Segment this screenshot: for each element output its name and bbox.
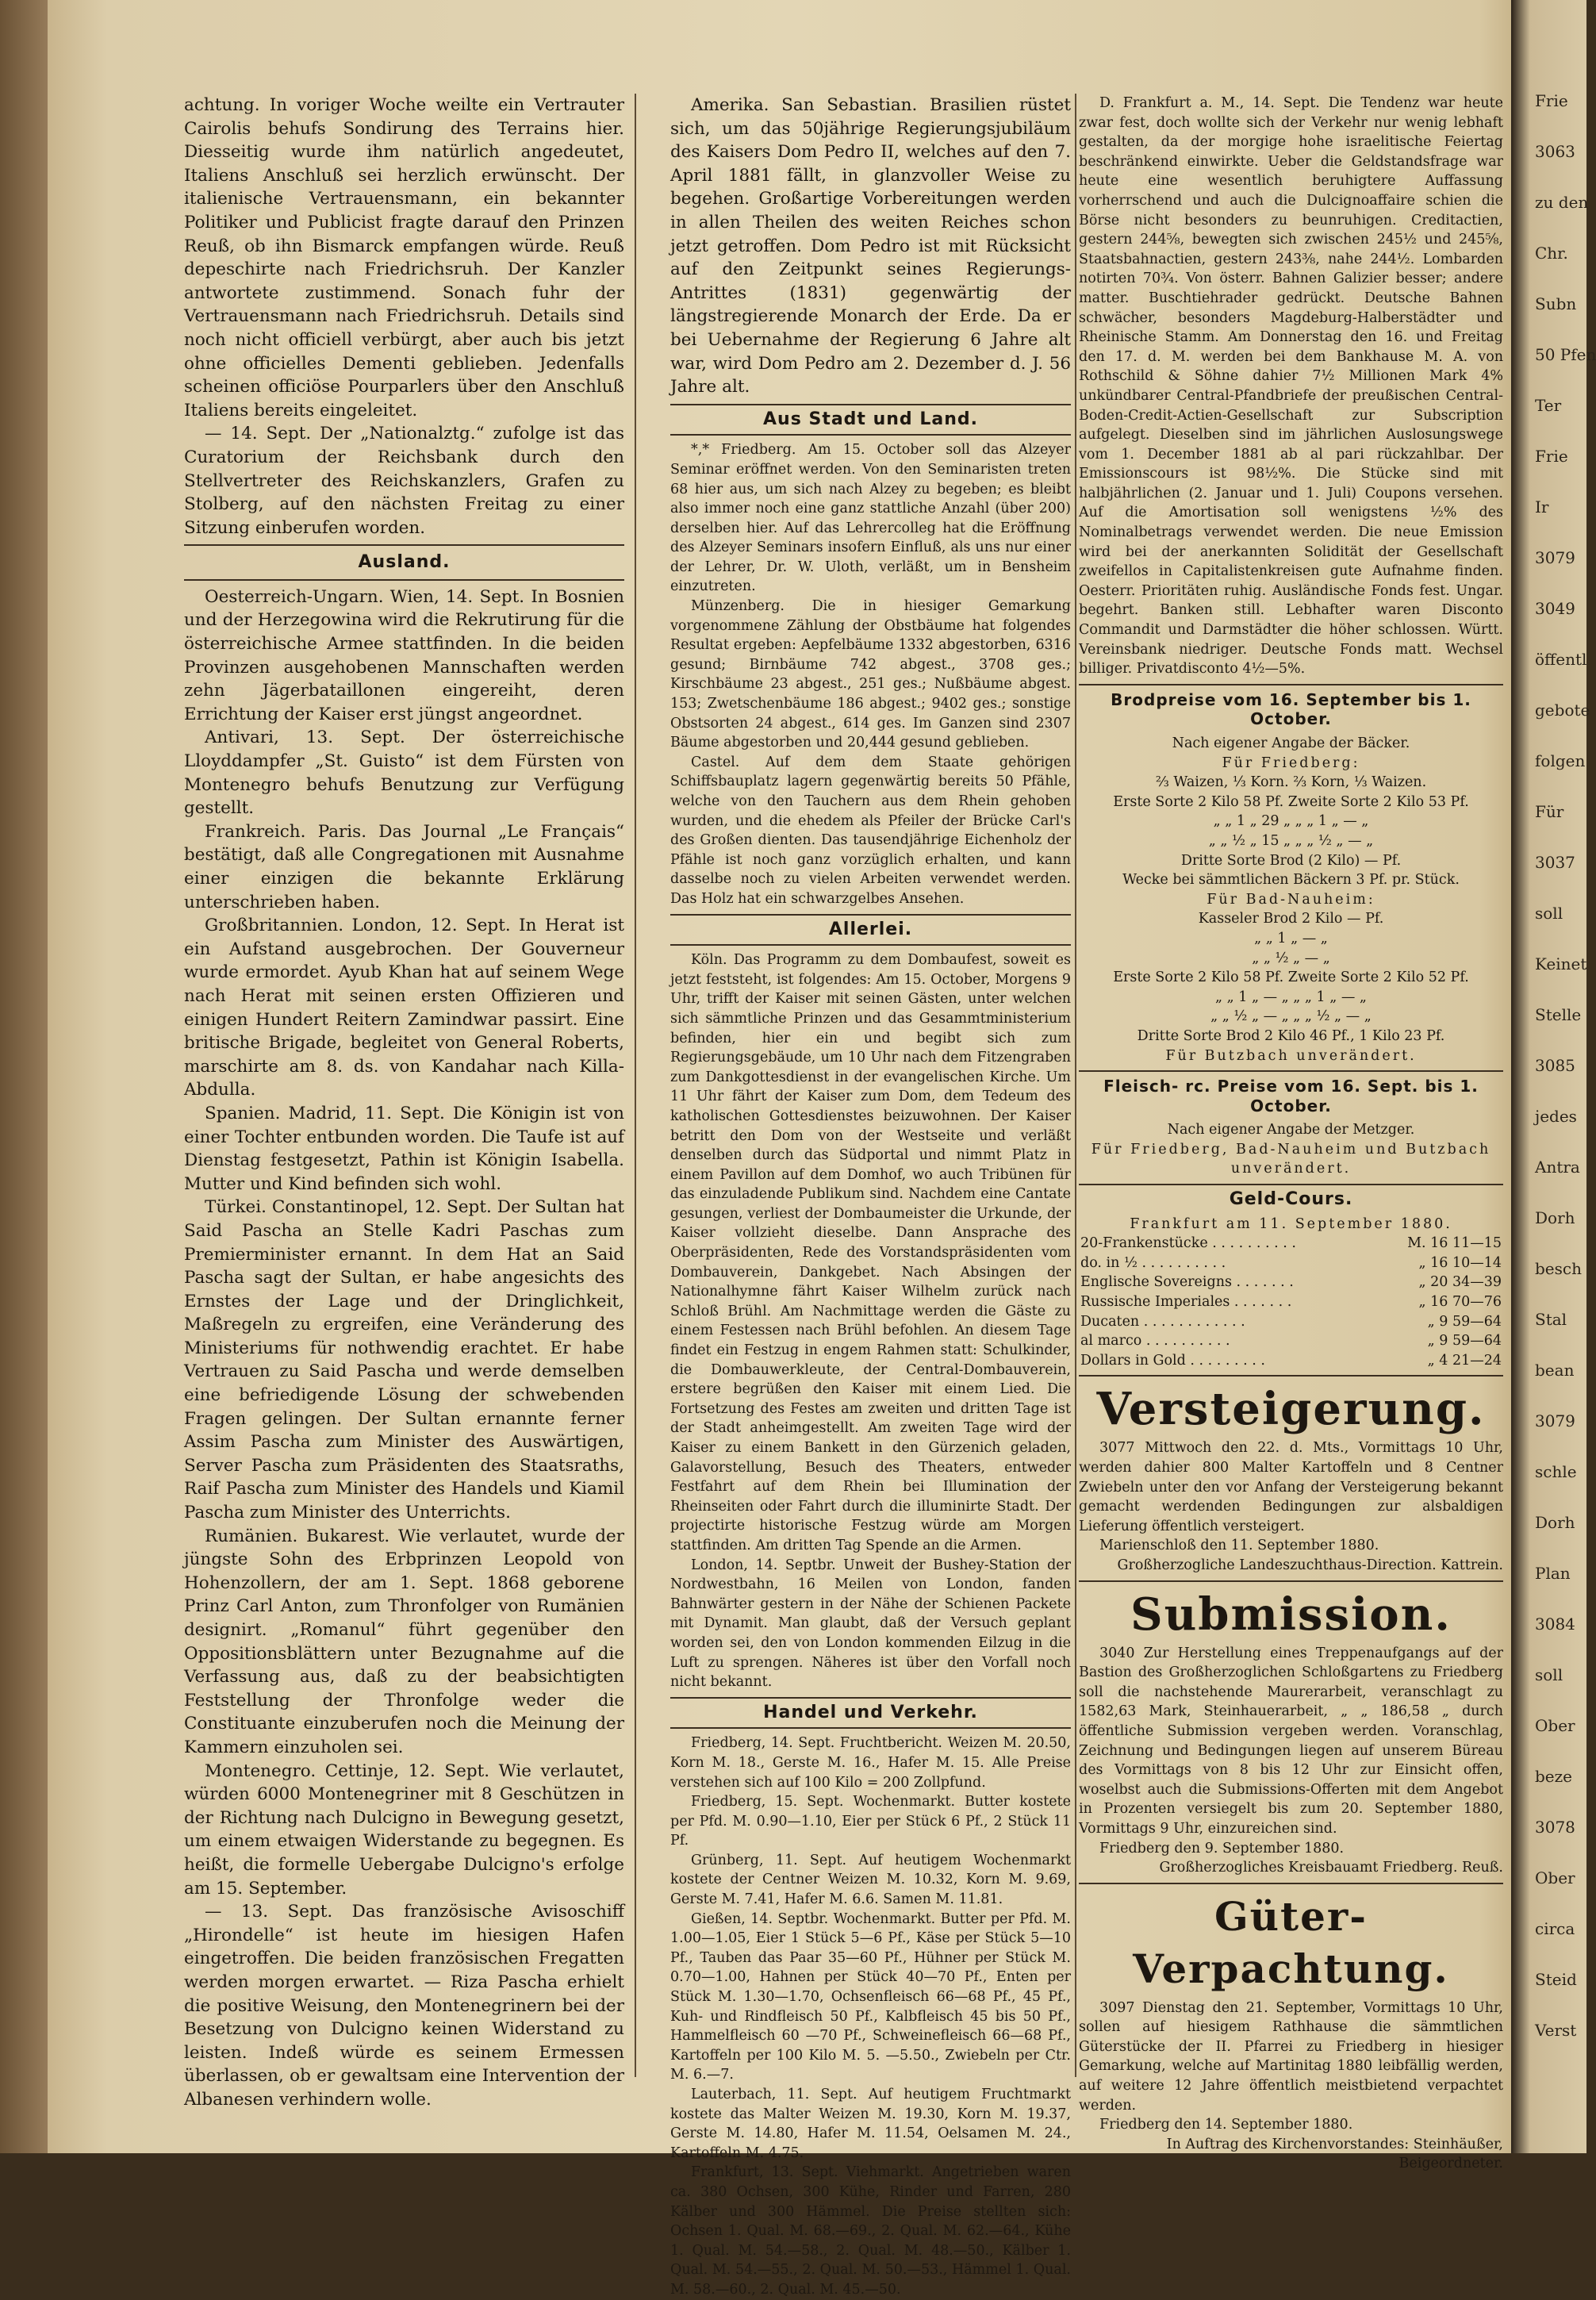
strip-fragment: Verst [1535, 2021, 1577, 2040]
divider [1079, 1184, 1503, 1185]
bread-prices-subtitle: Nach eigener Angabe der Bäcker. [1172, 735, 1410, 751]
strip-fragment: Dorh [1535, 1208, 1575, 1227]
article-text: London, 14. Septbr. Unweit der Bushey-Station der Nordwestbahn, 16 Meilen von London, fanden Bahnwärter gestern in der Nähe der Schienen Packete mit Dynamit. Man glaubt, daß der Versuch geplant worden sei, den von London kommenden Eilzug in die Luft zu sprengen. Näheres ist über den Vorfall noch nicht bekannt. [670, 1557, 1071, 1691]
market-report: Lauterbach, 11. Sept. Auf heutigem Fruchtmarkt kostete das Malter Weizen M. 19.30, Korn M. 19.37, Gerste M. 14.80, Hafer M. 11.54, Oelsamen M. 24., Kartoffeln M. 4.75. [670, 2087, 1071, 2161]
strip-fragment: 3079 [1535, 1411, 1575, 1430]
article-text: Spanien. Madrid, 11. Sept. Die Königin ist von einer Tochter entbunden worden. Die Taufe ist auf Dienstag festgesetzt, Pathin ist Königin Isabella. Mutter und Kind befinden sich wohl. [184, 1103, 624, 1194]
strip-fragment: soll [1535, 1665, 1563, 1684]
market-report: Frankfurt, 13. Sept. Viehmarkt. Angetrieben waren ca. 380 Ochsen, 300 Kühe, Rinder und Farren, 280 Kälber und 300 Hämmel. Die Preise stellten sich: Ochsen 1. Qual. M. 68.—69., 2. Qual. M. 62.—64., Kühe 1. Qual. M. 54.—58., 2. Qual. M. 48.—50., Kälber 1. Qual. M. 54.—55., 2. Qual. M. 50.—53., Hämmel 1. Qual. M. 58.—60., 2. Qual. M. 45.—50. [670, 2164, 1071, 2298]
column-2 [670, 94, 1071, 2300]
currency-name: do. in ½ . . . . . . . . . . [1080, 1254, 1226, 1271]
divider [670, 1727, 1071, 1729]
strip-fragment: 50 Pfen [1535, 345, 1596, 364]
article-text: Antivari, 13. Sept. Der österreichische Lloyddampfer „St. Guisto“ ist dem Fürsten von Montenegro behufs Benutzung zur Verfügung gestellt. [184, 728, 624, 819]
strip-fragment: 3049 [1535, 599, 1575, 618]
table-row [1079, 1312, 1503, 1332]
currency-rate: „ 16 70—76 [1418, 1294, 1502, 1311]
article-text: Türkei. Constantinopel, 12. Sept. Der Sultan hat Said Pascha an Stelle Kadri Paschas zum Premierminister ernannt. In dem Hat an Said Pascha sagt der Sultan, er habe angesichts des Ernstes der Lage und der Dringlichkeit, Maßregeln zu ergreifen, eine Veränderung des Ministeriums für nothwendig erachtet. Er habe Vertrauen zu Said Pascha und werde demselben eine befriedigende Lösung der schwebenden Fragen gelingen. Der Sultan ernannte ferner Assim Pascha zum Minister des Auswärtigen, Server Pascha zum Präsidenten des Staatsraths, Raif Pascha zum Minister des Handels und Kiamil Pascha zum Minister des Unterrichts. [184, 1197, 624, 1523]
strip-fragment: folgen [1535, 751, 1586, 770]
divider [1079, 684, 1503, 685]
exchange-heading: Geld-Cours. [1229, 1189, 1353, 1210]
ad-signature: In Auftrag des Kirchenvorstandes: Steinhäußer, Beigeordneter. [1166, 2136, 1503, 2172]
divider [184, 544, 624, 546]
currency-rate: „ 4 21—24 [1427, 1352, 1502, 1369]
table-row [1079, 1234, 1503, 1254]
divider [184, 579, 624, 581]
article-text: Köln. Das Programm zu dem Dombaufest, soweit es jetzt feststeht, ist folgendes: Am 15. October, Morgens 9 Uhr, trifft der Kaiser mit seinen Gästen, unter welchen sich sämmtliche Prinzen und das Gesammtministerium befinden, hier ein und begibt sich zum Regierungsgebäude, um 10 Uhr nach dem Fitzengraben zum Dankgottesdienst in der evangelischen Kirche. Um 11 Uhr fährt der Kaiser zum Dom, dem Tedeum des katholischen Gottesdienstes beizuwohnen. Der Kaiser betritt den Dom von der Westseite und verläßt denselben durch das Südportal und nimmt Platz in einem Pavillon auf dem Domhof, wo auch Tribünen für das einzuladende Publikum sind. Nachdem eine Cantate gesungen, verliest der Dombaumeister die Urkunde, der Kaiser vollzieht dieselbe. Dann Ansprache des Oberpräsidenten, Rede des Vorstandspräsidenten vom Dombauverein, Dankgebet. Nach Absingen der Nationalhymne fährt Kaiser Wilhelm zurück nach Schloß Brühl. Am Nachmittage werden die Gäste zu einem Festessen nach Brühl befohlen. An diesem Tage findet ein Festzug in engem Rahmen statt: Schulkinder, die Dombauwerkleute, der Central-Dombauverein, erstere begrüßen den Kaiser mit einem Lied. Die Fortsetzung des Festes am zweiten und dritten Tage ist der Stadt anheimgestellt. Am zweiten Tage wird der Kaiser zu einem Bankett in den Gürzenich geladen, Galavorstellung, Besuch des Theaters, entweder Festfahrt auf dem Rhein bei Illumination der Rheinseiten oder Fahrt durch die illuminirte Stadt. Der projectirte historische Festzug würde am Morgen stattfinden. Am dritten Tag Spende an die Armen. [670, 952, 1071, 1553]
divider [670, 1697, 1071, 1699]
column-3 [1079, 94, 1503, 2174]
strip-fragment: Keinet [1535, 954, 1587, 973]
strip-fragment: Ter [1535, 396, 1562, 415]
article-text: — 13. Sept. Das französische Avisoschiff „Hirondelle“ ist heute im hiesigen Hafen eingetroffen. Die beiden französischen Fregatten werden morgen erwartet. — Riza Pascha erhielt die positive Weisung, den Montenegrinern bei der Besetzung von Dulcigno keinen Widerstand zu leisten. Indeß würde es seinem Ermessen überlassen, ob er gewaltsam eine Intervention der Albanesen verhindern wolle. [184, 1902, 624, 2110]
divider [1079, 1580, 1503, 1582]
strip-fragment: 3084 [1535, 1615, 1575, 1634]
article-text: achtung. In voriger Woche weilte ein Vertrauter Cairolis behufs Sondirung des Terrains hier. Diesseitig wurde ihm natürlich angedeutet, Italiens Anschluß sei herzlich erwünscht. Der italienische Vertrauensmann, ein bekannter Politiker und Publicist fragte darauf den Prinzen Reuß, ob ihn Bismarck empfangen würde. Reuß depeschirte nach Friedrichsruh. Der Kanzler antwortete zustimmend. Sonach fuhr der Vertrauensmann nach Friedrichsruh. Details sind noch nicht officiell verbürgt, aber auch bis jetzt ohne officielles Dementi geblieben. Jedenfalls scheinen officiöse Pourparlers über den Anschluß Italiens bereits eingeleitet. [184, 95, 624, 420]
article-text: Castel. Auf dem dem Staate gehörigen Schiffsbauplatz lagern gegenwärtig bereits 50 Pfähle, welche von den Tauchern aus dem Rhein gehoben wurden, und die ehedem als Pfeiler der Brücke Carl's des Großen dienten. Das tausendjährige Eichenholz der Pfähle ist noch ganz vorzüglich erhalten, und kann dasselbe noch zu vielen Arbeiten verwendet werden. Das Holz hat ein schwarzgelbes Ansehen. [670, 754, 1071, 907]
strip-fragment: Für [1535, 802, 1564, 821]
bread-price-line: Erste Sorte 2 Kilo 58 Pf. Zweite Sorte 2 Kilo 53 Pf. [1113, 793, 1469, 810]
section-heading-handel: Handel und Verkehr. [763, 1702, 978, 1722]
bread-price-line: „ „ ½ „ — „ [1252, 950, 1330, 966]
section-heading-allerlei: Allerlei. [828, 919, 913, 939]
bread-town-label: Für Bad-Nauheim: [1207, 891, 1375, 908]
bread-price-line: „ „ 1 „ — „ [1254, 930, 1328, 946]
strip-fragment: 3079 [1535, 548, 1575, 567]
article-text: Oesterreich-Ungarn. Wien, 14. Sept. In Bosnien und der Herzegowina wird die Rekrutirung für die österreichische Armee stattfinden. In die beiden Provinzen ausgehobenen Mannschaften werden zehn Jägerbataillonen eingereiht, deren Errichtung der Kaiser erst jüngst angeordnet. [184, 586, 624, 724]
column-1 [184, 94, 624, 2111]
currency-name: 20-Frankenstücke . . . . . . . . . . [1080, 1235, 1296, 1252]
currency-name: Englische Sovereigns . . . . . . . [1080, 1274, 1294, 1291]
strip-fragment: gebote [1535, 701, 1590, 720]
table-row [1079, 1351, 1503, 1371]
market-report: Gießen, 14. Septbr. Wochenmarkt. Butter per Pfd. M. 1.00—1.05, Eier 1 Stück 5—6 Pf., Käse per Stück 5—10 Pf., Tauben das Paar 35—60 Pf., Hühner per Stück M. 0.70—1.00, Hahnen per Stück 40—70 Pf., Enten per Stück M. 1.30—1.70, Ochsenfleisch 66—68 Pf., 45 Pf., Kuh- und Rindfleisch 50 Pf., Kalbfleisch 45 bis 50 Pf., Hammelfleisch 60 —70 Pf., Schweinefleisch 66—68 Pf., Kartoffeln per 100 Kilo M. 5. —5.50., Zwiebeln per Ctr. M. 6.—7. [670, 1910, 1071, 2083]
bread-prices-heading: Brodpreise vom 16. September bis 1. October. [1111, 689, 1471, 729]
table-row [1079, 1273, 1503, 1292]
bread-town-label: Für Butzbach unverändert. [1165, 1047, 1417, 1064]
market-report: Friedberg, 14. Sept. Fruchtbericht. Weizen M. 20.50, Korn M. 18., Gerste M. 16., Hafer M. 15. Alle Preise verstehen sich auf 100 Kilo = 200 Zollpfund. [670, 1735, 1071, 1791]
currency-rate: „ 16 10—14 [1418, 1254, 1502, 1271]
strip-fragment: Ir [1535, 497, 1549, 516]
ad-text: 3097 Dienstag den 21. September, Vormittags 10 Uhr, sollen auf hiesigem Rathhause die sämmtlichen Güterstücke der II. Pfarrei zu Friedberg in hiesiger Gemarkung, welche auf Martinitag 1880 leibfällig werden, auf weitere 12 Jahre öffentlich meistbietend verpachtet werden. [1079, 1999, 1503, 2114]
strip-fragment: Antra [1535, 1158, 1580, 1177]
strip-fragment: beze [1535, 1767, 1573, 1786]
bread-price-line: „ „ ½ „ 15 „ „ „ ½ „ — „ [1208, 832, 1374, 849]
strip-fragment: jedes [1535, 1107, 1577, 1126]
table-row [1079, 1331, 1503, 1351]
article-text: — 14. Sept. Der „Nationalztg.“ zufolge ist das Curatorium der Reichsbank durch den Stellvertreter des Reichskanzlers, Grafen zu Stolberg, auf den nächsten Freitag zu einer Sitzung einberufen worden. [184, 424, 624, 538]
strip-fragment: 3037 [1535, 853, 1575, 872]
divider [1079, 1883, 1503, 1884]
exchange-table [1079, 1234, 1503, 1370]
currency-rate: „ 9 59—64 [1427, 1333, 1502, 1350]
bread-price-line: „ „ ½ „ — „ „ „ ½ „ — „ [1210, 1008, 1372, 1025]
article-text: *,* Friedberg. Am 15. October soll das Alzeyer Seminar eröffnet werden. Von den Seminaristen treten 68 hier aus, um sich nach Alzey zu begeben; es bleibt also immer noch eine ganz stattliche Anzahl (über 200) derselben hier. Auf das Lehrercolleg hat die Eröffnung des Alzeyer Seminars insofern Einfluß, als uns nur einer der Lehrer, Dr. W. Uloth, verläßt, um in Bensheim einzutreten. [670, 442, 1071, 595]
strip-fragment: besch [1535, 1259, 1582, 1278]
strip-fragment: Stelle [1535, 1005, 1582, 1024]
bread-price-line: Wecke bei sämmtlichen Bäckern 3 Pf. pr. Stück. [1122, 872, 1460, 889]
divider [670, 944, 1071, 946]
strip-fragment: Frie [1535, 91, 1568, 110]
strip-fragment: Chr. [1535, 244, 1568, 263]
strip-fragment: Ober [1535, 1716, 1575, 1735]
ad-signature: Großherzogliches Kreisbauamt Friedberg. Reuß. [1159, 1860, 1503, 1876]
currency-rate: „ 9 59—64 [1427, 1313, 1502, 1330]
strip-fragment: schle [1535, 1462, 1577, 1481]
article-text: Amerika. San Sebastian. Brasilien rüstet sich, um das 50jährige Regierungsjubiläum des Kaisers Dom Pedro II, welches auf den 7. April 1881 fällt, in glanzvoller Weise zu begehen. Großartige Vorbereitungen werden in allen Theilen des weiten Reiches schon jetzt getroffen. Dom Pedro ist mit Rücksicht auf den Zeitpunkt seines Regierungs-Antrittes (1831) gegenwärtig der längstregierende Monarch der Erde. Da er bei Uebernahme der Regierung 6 Jahre alt war, wird Dom Pedro am 2. Dezember d. J. 56 Jahre alt. [670, 95, 1071, 397]
divider [670, 404, 1071, 405]
market-report: Friedberg, 15. Sept. Wochenmarkt. Butter kostete per Pfd. M. 0.90—1.10, Eier per Stück 6 Pf., 2 Stück 11 Pf. [670, 1794, 1071, 1849]
table-row [1079, 1254, 1503, 1273]
strip-fragment: Ober [1535, 1868, 1575, 1887]
strip-fragment: Dorh [1535, 1513, 1575, 1532]
market-report: D. Frankfurt a. M., 14. Sept. Die Tendenz war heute zwar fest, doch wollte sich der Verkehr nur wenig lebhaft gestalten, da der morgige hohe israelitische Feiertag beschränkend einwirkte. Ueber die Geldstandsfrage war heute eine wesentlich beruhigtere Auffassung vorherrschend und auch die Dulcignoaffaire schien die Börse nicht besonders zu beunruhigen. Creditactien, gestern 244⅝, bewegten sich zwischen 245½ und 245⅝, Staatsbahnactien, gestern 243⅜, nahe 244½. Lombarden notirten 70¾. Von österr. Bahnen Galizier besser; andere matter. Buschtiehrader gedrückt. Deutsche Bahnen schwächer, besonders Magdeburg-Halberstädter und Rheinische Stamm. Am Donnerstag den 16. und Freitag den 17. d. M. werden bei dem Bankhause M. A. von Rothschild & Söhne dahier 7½ Millionen Mark 4% unkündbarer Central-Pfandbriefe der preußischen Central-Boden-Credit-Actien-Gesellschaft zur Subscription aufgelegt. Dieselben sind im jährlichen Auslosungswege vom 1. December 1881 ab al pari rückzahlbar. Der Emissionscours ist 98½%. Die Stücke sind mit halbjährlichen (2. Januar und 1. Juli) Coupons versehen. Auf die Amortisation soll wenigstens ½% des Nominalbetrags verwendet werden. Die neue Emission wird bei der anerkannten Solidität der Gesellschaft zweifellos in Capitalistenkreisen gute Aufnahme finden. Oesterr. Prioritäten ruhig. Ausländische Fonds fest. Ungar. begehrt. Banken still. Lebhafter waren Disconto Commandit und Darmstädter die höher schlossen. Württ. Vereinsbank niedriger. Deutsche Fonds matt. Wechsel billiger. Privatdisconto 4½—5%. [1079, 95, 1503, 678]
strip-fragment: zu den [1535, 193, 1589, 212]
ad-place-date: Friedberg den 9. September 1880. [1099, 1840, 1345, 1857]
currency-rate: M. 16 11—15 [1407, 1235, 1502, 1252]
strip-fragment: Steid [1535, 1970, 1577, 1989]
meat-prices-heading: Fleisch- rc. Preise vom 16. Sept. bis 1. October. [1103, 1077, 1479, 1115]
divider [1079, 1375, 1503, 1377]
ad-title-verpachtung: Güter-Verpachtung. [1133, 1892, 1449, 1992]
strip-fragment: öffentl [1535, 650, 1587, 669]
column-rule [635, 94, 636, 2077]
meat-prices-text: Für Friedberg, Bad-Nauheim und Butzbach unverändert. [1091, 1141, 1491, 1177]
article-text: Münzenberg. Die in hiesiger Gemarkung vorgenommene Zählung der Obstbäume hat folgendes Resultat ergeben: Aepfelbäume 1332 abgestorben, 6316 gesund; Birnbäume 742 abgest., 3708 ges.; Kirschbäume 23 abgest., 251 ges.; Nußbäume abgest. 153; Zwetschenbäume 186 abgest.; 9402 ges.; sonstige Obstsorten 24 abgest., 614 ges. Im Ganzen sind 2307 Bäume abgestorben und 20,444 gesund geblieben. [670, 598, 1071, 751]
bread-price-line: Dritte Sorte Brod (2 Kilo) — Pf. [1180, 852, 1402, 869]
bread-price-line: ⅔ Waizen, ⅓ Korn. ⅔ Korn, ⅓ Waizen. [1155, 774, 1427, 791]
article-text: Großbritannien. London, 12. Sept. In Herat ist ein Aufstand ausgebrochen. Der Gouverneur wurde ermordet. Ayub Khan hat auf seinem Wege nach Herat mit seinen ersten Offizieren und einigen Hundert Reitern Zamindwar passirt. Eine britische Brigade, begleitet von General Roberts, marschirte am 8. ds. von Kandahar nach Killa-Abdulla. [184, 916, 624, 1100]
strip-fragment: 3078 [1535, 1818, 1575, 1837]
article-text: Rumänien. Bukarest. Wie verlautet, wurde der jüngste Sohn des Erbprinzen Leopold von Hohenzollern, der am 1. Sept. 1868 geborene Prinz Carl Anton, zum Thronfolger von Rumänien designirt. „Romanul“ führt gegenüber den Oppositionsblättern unter Bezugnahme auf die Verfassung aus, daß zu der beabsichtigten Feststellung der Thronfolge weder die Constituante einzuberufen noch die Meinung der Kammern einzuholen sei. [184, 1526, 624, 1757]
article-text: Montenegro. Cettinje, 12. Sept. Wie verlautet, würden 6000 Montenegriner mit 8 Geschützen in der Richtung nach Dulcigno in Bewegung gesetzt, um einem etwaigen Widerstande zu begegnen. Es heißt, die formelle Uebergabe Dulcigno's erfolge am 15. September. [184, 1761, 624, 1899]
exchange-date: Frankfurt am 11. September 1880. [1130, 1215, 1452, 1232]
article-text: Frankreich. Paris. Das Journal „Le Français“ bestätigt, daß alle Congregationen mit Ausnahme einer einzigen die bekannte Erklärung unterschrieben haben. [184, 821, 624, 912]
ad-signature: Großherzogliche Landeszuchthaus-Direction. Kattrein. [1117, 1557, 1503, 1573]
ad-title-versteigerung: Versteigerung. [1096, 1383, 1486, 1436]
strip-fragment: 3085 [1535, 1056, 1575, 1075]
section-heading-ausland: Ausland. [358, 552, 451, 573]
divider [670, 914, 1071, 916]
strip-fragment: 3063 [1535, 142, 1575, 161]
ad-place-date: Marienschloß den 11. September 1880. [1099, 1538, 1379, 1554]
strip-fragment: Frie [1535, 447, 1568, 466]
currency-name: Ducaten . . . . . . . . . . . . [1080, 1313, 1245, 1330]
ad-text: 3040 Zur Herstellung eines Treppenaufgangs auf der Bastion des Großherzoglichen Schloßgartens zu Friedberg soll die nachstehende Maurerarbeit, veranschlagt zu 1582,63 Mark, Steinhauerarbeit, „ „ 186,58 „ durch öffentliche Submission vergeben werden. Voranschlag, Zeichnung und Bedingungen liegen auf unserem Büreau des Vormittags von 8 bis 12 Uhr zur Einsicht offen, woselbst auch die Submissions-Offerten mit dem Angebot in Prozenten versiegelt bis zum 20. September 1880, Vormittags 9 Uhr, einzureichen sind. [1079, 1645, 1503, 1837]
market-report: Grünberg, 11. Sept. Auf heutigem Wochenmarkt kostete der Centner Weizen M. 10.32, Korn M. 9.69, Gerste M. 7.41, Hafer M. 6.6. Samen M. 11.81. [670, 1852, 1071, 1908]
bread-price-line: Erste Sorte 2 Kilo 58 Pf. Zweite Sorte 2 Kilo 52 Pf. [1113, 970, 1469, 986]
strip-fragment: circa [1535, 1919, 1575, 1938]
bread-price-line: Dritte Sorte Brod 2 Kilo 46 Pf., 1 Kilo 23 Pf. [1137, 1027, 1445, 1044]
bread-price-line: „ „ 1 „ 29 „ „ „ 1 „ — „ [1213, 813, 1369, 830]
divider [670, 434, 1071, 436]
strip-fragment: Stal [1535, 1310, 1567, 1329]
currency-rate: „ 20 34—39 [1418, 1274, 1502, 1291]
bread-price-line: „ „ 1 „ — „ „ „ 1 „ — „ [1215, 989, 1367, 1005]
ad-text: 3077 Mittwoch den 22. d. Mts., Vormittags 10 Uhr, werden dahier 800 Malter Kartoffeln und 8 Centner Zwiebeln unter den vor Anfang der Versteigerung bekannt gemacht werdenden Bedingungen zur alsbaldigen Lieferung öffentlich versteigert. [1079, 1440, 1503, 1534]
bread-price-line: Kasseler Brod 2 Kilo — Pf. [1198, 911, 1384, 927]
strip-fragment: bean [1535, 1361, 1575, 1380]
divider [1079, 1070, 1503, 1072]
table-row [1079, 1292, 1503, 1312]
currency-name: Dollars in Gold . . . . . . . . . [1080, 1352, 1265, 1369]
ad-place-date: Friedberg den 14. September 1880. [1099, 2117, 1353, 2133]
adjacent-page-strip [1511, 0, 1596, 2153]
currency-name: al marco . . . . . . . . . . [1080, 1333, 1230, 1350]
section-heading-stadt: Aus Stadt und Land. [763, 409, 978, 429]
ad-title-submission: Submission. [1130, 1588, 1452, 1641]
strip-fragment: Plan [1535, 1564, 1571, 1583]
column-rule [1075, 94, 1076, 2077]
meat-prices-subtitle: Nach eigener Angabe der Metzger. [1167, 1122, 1415, 1138]
bread-town-label: Für Friedberg: [1222, 755, 1360, 771]
strip-fragment: soll [1535, 904, 1563, 923]
strip-fragment: Subn [1535, 294, 1577, 313]
currency-name: Russische Imperiales . . . . . . . [1080, 1294, 1292, 1311]
